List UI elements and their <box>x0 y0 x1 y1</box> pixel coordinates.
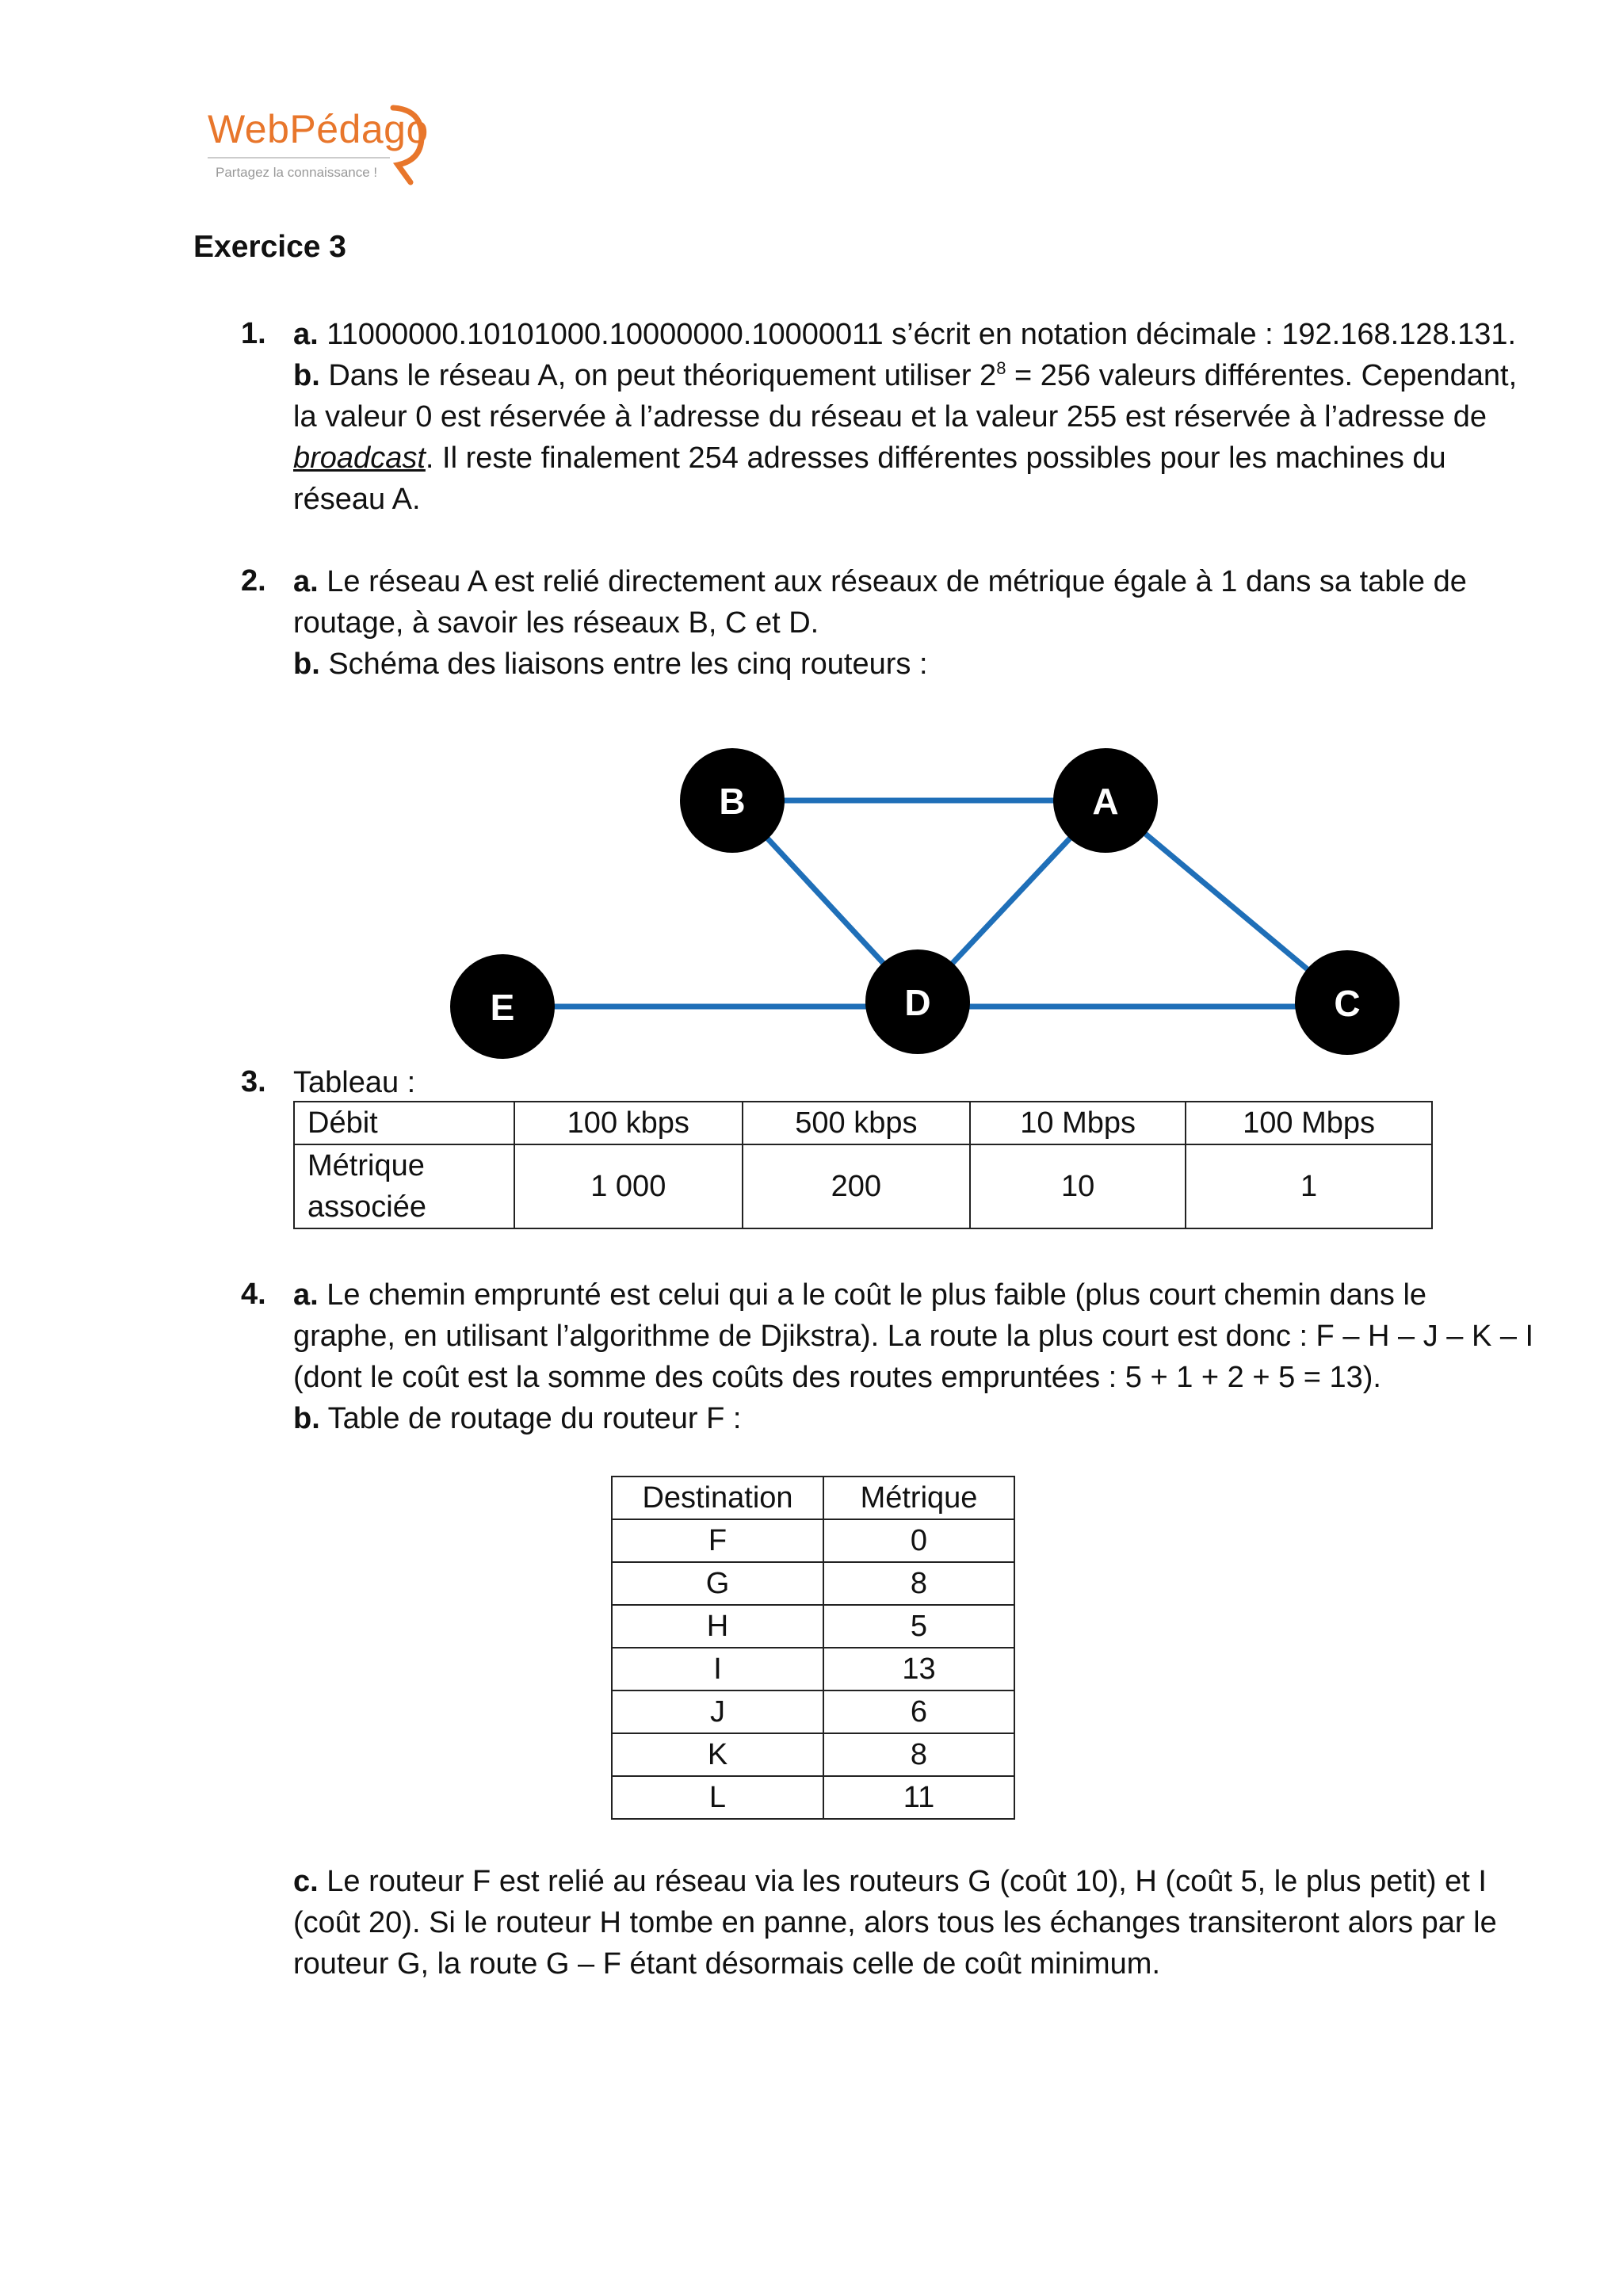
node-e-label: E <box>490 987 515 1028</box>
q2-a-line2: routage, à savoir les réseaux B, C et D. <box>293 606 819 640</box>
node-c-label: C <box>1334 983 1361 1024</box>
node-c <box>1295 950 1400 1055</box>
routing-table-f <box>611 1476 1015 1820</box>
q4-c-label: c. <box>293 1865 319 1898</box>
q4-b-label: b. <box>293 1402 320 1435</box>
table-cell: 10 <box>970 1144 1186 1228</box>
table-cell: H <box>612 1605 823 1648</box>
q1-b-line2: la valeur 0 est réservée à l’adresse du réseau et la valeur 255 est réservée à l’adresse de <box>293 400 1487 434</box>
table-cell: 500 kbps <box>743 1102 971 1144</box>
table-cell: 100 kbps <box>514 1102 743 1144</box>
table-row <box>612 1690 1014 1733</box>
node-b-label: B <box>719 781 746 822</box>
row-head-metric-l1: Métrique <box>307 1149 425 1182</box>
q4-a-line2: graphe, en utilisant l’algorithme de Djikstra). La route la plus court est donc : F – H – J – K – I <box>293 1320 1534 1353</box>
table-cell: I <box>612 1648 823 1690</box>
table-cell: 1 <box>1186 1144 1432 1228</box>
logo-wordmark: WebPédago <box>208 107 429 151</box>
table-cell: K <box>612 1733 823 1776</box>
table-cell: 11 <box>823 1776 1014 1819</box>
row-head-metric-l2: associée <box>307 1190 426 1224</box>
row-head-debit: Débit <box>294 1102 514 1144</box>
item-number-4: 4. <box>241 1278 266 1311</box>
table-cell: 6 <box>823 1690 1014 1733</box>
table-row <box>612 1562 1014 1605</box>
header-metric: Métrique <box>823 1477 1014 1519</box>
table-cell: L <box>612 1776 823 1819</box>
q4-b-text: Table de routage du routeur F : <box>319 1402 742 1435</box>
table-cell: 8 <box>823 1733 1014 1776</box>
node-d-label: D <box>904 982 931 1023</box>
item-number-2: 2. <box>241 564 266 598</box>
table-cell: 10 Mbps <box>970 1102 1186 1144</box>
q1-b-line4: réseau A. <box>293 483 421 516</box>
table-cell: 13 <box>823 1648 1014 1690</box>
table-row <box>612 1605 1014 1648</box>
table-cell: 5 <box>823 1605 1014 1648</box>
q2-a-text: Le réseau A est relié directement aux réseaux de métrique égale à 1 dans sa table de <box>318 565 1467 598</box>
q2-b-text: Schéma des liaisons entre les cinq routeurs : <box>319 648 928 681</box>
q4-c-line3: routeur G, la route G – F étant désormais celle de coût minimum. <box>293 1947 1161 1981</box>
q1-b-text2: = 256 valeurs différentes. Cependant, <box>1006 359 1518 392</box>
q3-label: Tableau : <box>293 1066 416 1099</box>
header-destination: Destination <box>612 1477 823 1519</box>
q4-a-line1 <box>293 1274 1434 1316</box>
row-head-metric <box>294 1144 514 1228</box>
q4-b-line <box>293 1398 1434 1439</box>
q4-c-line2: (coût 20). Si le routeur H tombe en panne, alors tous les échanges transiteront alors par le <box>293 1906 1497 1939</box>
table-cell: 8 <box>823 1562 1014 1605</box>
q2-b-label: b. <box>293 648 320 681</box>
q4-a-label: a. <box>293 1278 319 1312</box>
item-number-1: 1. <box>241 317 266 350</box>
table-row <box>294 1102 1432 1144</box>
table-header-row <box>612 1477 1014 1519</box>
exercise-title: Exercice 3 <box>193 230 347 264</box>
q1-b-label: b. <box>293 359 320 392</box>
table-cell: J <box>612 1690 823 1733</box>
logo-tagline: Partagez la connaissance ! <box>216 165 378 180</box>
table-row <box>612 1648 1014 1690</box>
table-cell: 0 <box>823 1519 1014 1562</box>
node-a <box>1053 748 1158 853</box>
q1-b-line3-text: . Il reste finalement 254 adresses différentes possibles pour les machines du <box>425 441 1446 475</box>
table-row <box>612 1776 1014 1819</box>
node-e <box>450 954 555 1059</box>
q1-a-label: a. <box>293 318 319 351</box>
q2-a-label: a. <box>293 565 319 598</box>
q1-a-text: 11000000.10101000.10000000.10000011 s’écrit en notation décimale : 192.168.128.131. <box>318 318 1517 351</box>
q4-c-text: Le routeur F est relié au réseau via les routeurs G (coût 10), H (coût 5, le plus petit) et I <box>318 1865 1487 1898</box>
table-cell: 100 Mbps <box>1186 1102 1432 1144</box>
q4-c-line1 <box>293 1861 1487 1902</box>
q1-b-italic: broadcast <box>293 441 426 475</box>
q4-a-text: Le chemin emprunté est celui qui a le coût le plus faible (plus court chemin dans le <box>318 1278 1427 1312</box>
router-graph <box>0 0 1623 1110</box>
table-cell: 1 000 <box>514 1144 743 1228</box>
item-number-3: 3. <box>241 1065 266 1098</box>
node-b <box>680 748 785 853</box>
q1-b-text1: Dans le réseau A, on peut théoriquement utiliser 2 <box>319 359 997 392</box>
node-a-label: A <box>1092 781 1119 822</box>
table-cell: G <box>612 1562 823 1605</box>
q4-a-line3: (dont le coût est la somme des coûts des routes empruntées : 5 + 1 + 2 + 5 = 13). <box>293 1361 1381 1394</box>
table-row <box>294 1144 1432 1228</box>
q1-b-exponent: 8 <box>996 358 1006 378</box>
debit-metric-table <box>293 1101 1433 1229</box>
table-row <box>612 1519 1014 1562</box>
table-row <box>612 1733 1014 1776</box>
table-cell: F <box>612 1519 823 1562</box>
table-cell: 200 <box>743 1144 971 1228</box>
node-d <box>865 949 970 1054</box>
